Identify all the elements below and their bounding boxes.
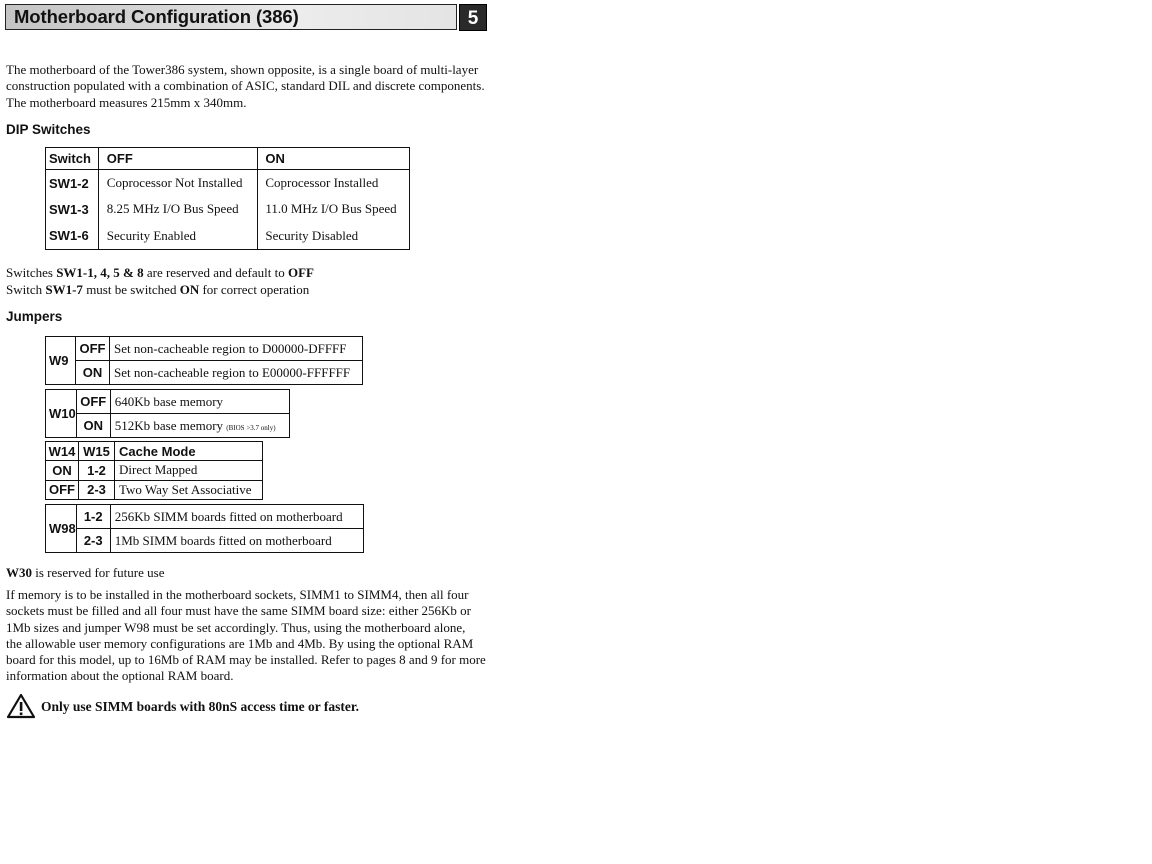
note-text: Switch <box>6 282 46 297</box>
table-row <box>46 529 364 553</box>
dip-switch-table <box>45 147 410 250</box>
note-bold: ON <box>179 282 200 297</box>
note-bold: SW1-1, 4, 5 & 8 <box>56 265 144 280</box>
table-row <box>46 414 290 438</box>
intro-line: The motherboard of the Tower386 system, shown opposite, is a single board of multi-layer <box>6 62 479 77</box>
table-row <box>46 196 410 223</box>
table-row <box>46 170 410 197</box>
switch-cell: SW1-2 <box>46 170 99 197</box>
memory-line: the allowable user memory configurations are 1Mb and 4Mb. By using the optional RAM <box>6 635 474 651</box>
memory-paragraph <box>6 587 486 685</box>
table-row <box>46 505 364 529</box>
jumper-state: ON <box>76 361 110 385</box>
jumper-description <box>110 414 289 438</box>
off-cell: Coprocessor Not Installed <box>98 170 258 197</box>
on-cell: Coprocessor Installed <box>258 170 410 197</box>
warning-text: Only use SIMM boards with 80nS access time or faster. <box>41 699 359 714</box>
w15-cell: 2-3 <box>79 480 115 499</box>
jumper-description: 1Mb SIMM boards fitted on motherboard <box>110 529 363 553</box>
jumper-label: W10 <box>46 390 77 438</box>
cache-mode-cell: Direct Mapped <box>115 461 263 480</box>
cache-mode-table <box>45 441 263 500</box>
intro-line: The motherboard measures 215mm x 340mm. <box>6 94 247 110</box>
header-cell: OFF <box>98 148 258 170</box>
dip-switches-heading: DIP Switches <box>6 122 91 137</box>
jumper-description-text: 512Kb base memory <box>114 417 224 433</box>
w14-cell: OFF <box>46 480 79 499</box>
bios-note: (BIOS >3.7 only) <box>226 423 276 432</box>
page-title: Motherboard Configuration (386) <box>14 6 299 27</box>
jumper-label: W98 <box>46 505 77 553</box>
note-text: for correct operation <box>199 282 310 297</box>
section-header-bar <box>5 4 457 30</box>
table-header-row <box>46 442 263 461</box>
note-text: Switches <box>6 265 57 280</box>
jumper-description: 640Kb base memory <box>110 390 289 414</box>
switch-cell: SW1-6 <box>46 223 99 250</box>
memory-line: 1Mb sizes and jumper W98 must be set accordingly. Thus, using the motherboard alone, <box>6 619 466 635</box>
w14-cell: ON <box>46 461 79 480</box>
jumper-state: ON <box>76 414 110 438</box>
note-bold: OFF <box>287 265 314 280</box>
header-cell: W14 <box>46 442 79 461</box>
memory-line: board for this model, up to 16Mb of RAM may be installed. Refer to pages 8 and 9 for more <box>6 652 486 668</box>
jumper-description: Set non-cacheable region to D00000-DFFFF <box>110 337 363 361</box>
switch-cell: SW1-3 <box>46 196 99 223</box>
intro-line: construction populated with a combination of ASIC, standard DIL and discrete components. <box>6 78 485 94</box>
jumper-description: Set non-cacheable region to E00000-FFFFFF <box>110 361 363 385</box>
jumper-description: 256Kb SIMM boards fitted on motherboard <box>110 505 363 529</box>
page-number: 5 <box>459 4 487 31</box>
w30-note <box>6 565 164 581</box>
header-cell: Switch <box>46 148 99 170</box>
note-text: must be switched <box>82 282 180 297</box>
header-cell: W15 <box>79 442 115 461</box>
on-cell: Security Disabled <box>258 223 410 250</box>
off-cell: 8.25 MHz I/O Bus Speed <box>98 196 258 223</box>
memory-line: sockets must be filled and all four must have the same SIMM board size: either 256Kb or <box>6 603 472 619</box>
note-bold: SW1-7 <box>45 282 83 297</box>
table-row <box>46 223 410 250</box>
note-bold: W30 <box>6 565 32 580</box>
on-cell: 11.0 MHz I/O Bus Speed <box>258 196 410 223</box>
table-row <box>46 337 363 361</box>
table-row <box>46 480 263 499</box>
jumper-w10-table <box>45 389 290 438</box>
header-cell: ON <box>258 148 410 170</box>
jumper-label: W9 <box>46 337 76 385</box>
table-row <box>46 361 363 385</box>
jumpers-heading: Jumpers <box>6 309 63 324</box>
off-cell: Security Enabled <box>98 223 258 250</box>
jumper-w9-table <box>45 336 363 385</box>
jumper-state: 1-2 <box>76 505 110 529</box>
jumper-state: OFF <box>76 390 110 414</box>
dip-note-sw17 <box>6 282 309 298</box>
table-header-row <box>46 148 410 170</box>
jumper-w98-table <box>45 504 364 553</box>
intro-paragraph <box>6 62 485 111</box>
dip-note-reserved <box>6 265 314 281</box>
memory-line: If memory is to be installed in the motherboard sockets, SIMM1 to SIMM4, then all four <box>6 587 469 602</box>
jumper-state: OFF <box>76 337 110 361</box>
note-text: is reserved for future use <box>32 565 165 580</box>
memory-line: information about the optional RAM board. <box>6 668 234 684</box>
note-text: are reserved and default to <box>143 265 288 280</box>
w15-cell: 1-2 <box>79 461 115 480</box>
warning-triangle-icon <box>6 693 36 719</box>
table-row <box>46 461 263 480</box>
header-cell: Cache Mode <box>115 442 263 461</box>
jumper-state: 2-3 <box>76 529 110 553</box>
table-row <box>46 390 290 414</box>
cache-mode-cell: Two Way Set Associative <box>115 480 263 499</box>
